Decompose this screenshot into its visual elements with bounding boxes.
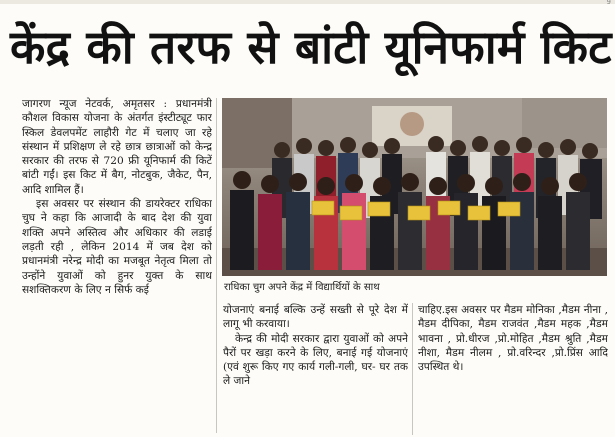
column-divider-2	[412, 303, 413, 435]
article-column-2-para-1: योजनाएं बनाई बल्कि उन्हें सख्ती से पूरे देश में लागू भी करवाया।	[223, 304, 408, 331]
photo-caption: राधिका चुग अपने केंद्र में विद्यार्थियों के साथ	[224, 282, 380, 293]
article-column-3-para-1: चाहिए.इस अवसर पर मैडम मोनिका ,मैडम नीना , मैडम दीपिका, मैडम राजवंत ,मैडम महक ,मैडम भावना , प्रो.धीरज ,प्रो.मोहित ,मैडम श्रुति ,मैडम नीशा, मैडम नीलम , प्रो.वरिन्दर ,प्रो.प्रिंस आदि उपस्थित थे।	[418, 304, 608, 374]
col1-para-1-text: प्रधानमंत्री कौशल विकास योजना के अंतर्गत इंस्टीट्यूट फार स्किल डेवलपमेंट लाहौरी गेट में चलाए जा रहे संस्थान में प्रशिक्षण ले रहे छात्र छात्राओं को केन्द्र सरकार की तरफ से 720 फ्री यूनिफार्म की किटें बांटी गईं। इस किट में बैग, नोटबुक, जैकेट, पैन, आदि शामिल हैं।	[22, 98, 212, 196]
group-photo-illustration	[222, 98, 607, 276]
article-column-1	[22, 97, 212, 437]
headline: केंद्र की तरफ से बांटी यूनिफार्म किट	[10, 20, 612, 74]
article-column-1-para-1	[22, 97, 212, 197]
top-strip	[0, 0, 615, 4]
article-column-3	[418, 303, 608, 437]
top-strip-text: 9	[606, 0, 611, 6]
group-photo	[222, 98, 607, 276]
byline: जागरण न्यूज नेटवर्क, अमृतसर :	[22, 98, 168, 110]
article-column-1-para-2: इस अवसर पर संस्थान की डायरेक्टर राधिका चुघ ने कहा कि आजादी के बाद देश की युवा शक्ति अपने अस्तित्व और अधिकार की लडाई लड़ती रही , लेकिन 2014 में जब देश को प्रधानमंत्री नरेन्द्र मोदी का मजबूत नेतृत्व मिला तो उन्होंने युवाओं को हुनर युक्त के साथ सशक्तिकरण के लिए न सिर्फ कई	[22, 198, 212, 296]
article-column-2	[223, 303, 408, 437]
column-divider	[216, 98, 217, 433]
article-column-2-para-2: केन्द्र की मोदी सरकार द्वारा युवाओं को अपने पैरों पर खड़ा करने के लिए, बनाई गई योजनाएं (एवं शुरू किए गए कार्य गली-गली, घर- घर तक ले जाने	[223, 332, 408, 388]
